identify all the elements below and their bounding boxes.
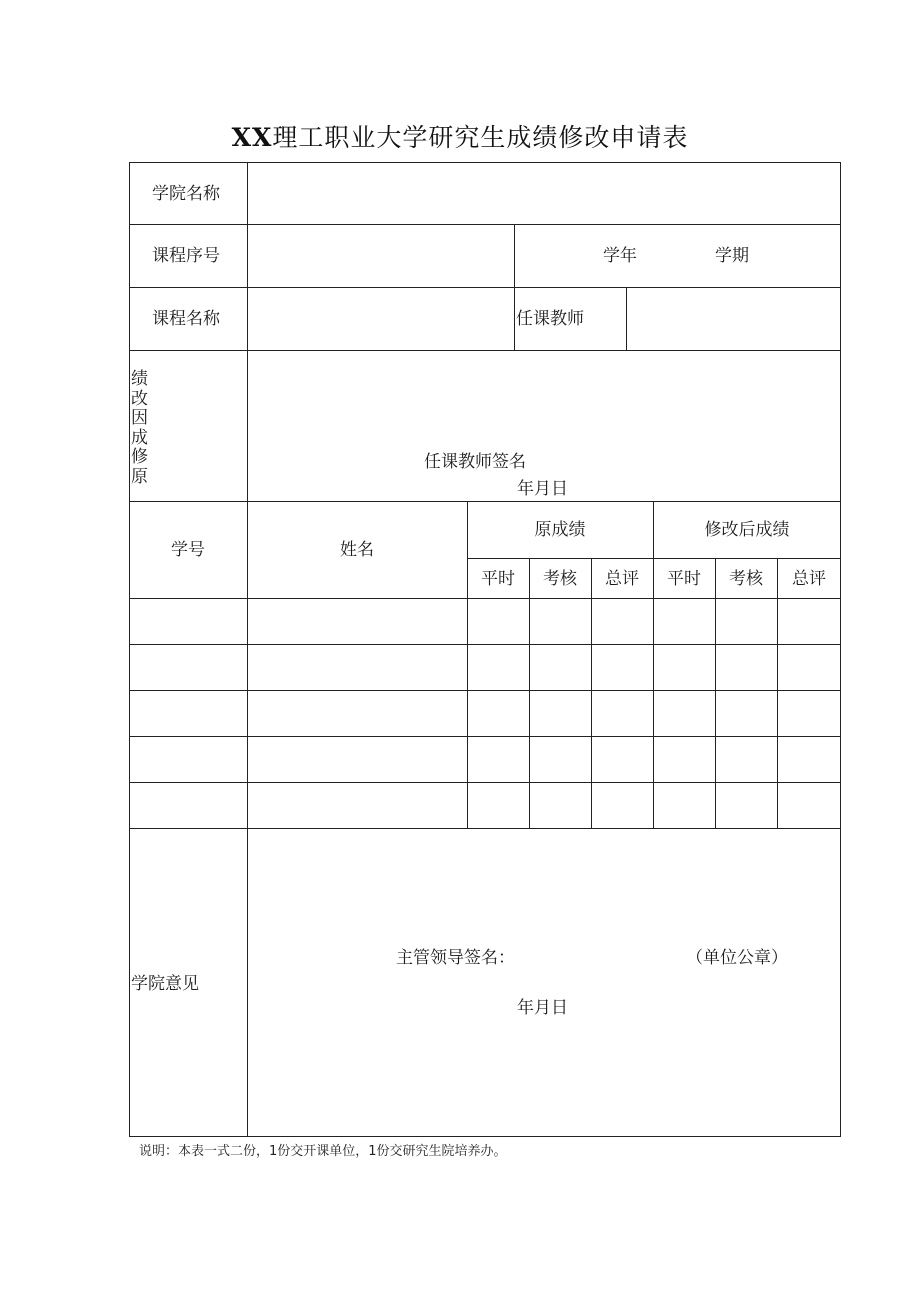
modification-reason-label: 绩改因成修原 [131, 369, 148, 487]
college-name-label: 学院名称 [152, 184, 220, 204]
modified-exam-header: 考核 [729, 569, 763, 589]
course-number-field[interactable] [249, 226, 513, 286]
modified-score-header: 修改后成绩 [704, 520, 790, 540]
original-exam-header: 考核 [543, 569, 577, 589]
table-row[interactable] [130, 645, 840, 690]
college-opinion-label: 学院意见 [131, 974, 199, 994]
leader-signature-date: 年月日 [517, 998, 568, 1018]
original-total-header: 总评 [605, 569, 639, 589]
academic-year-label: 学年 [603, 246, 637, 266]
form-note: 说明：本表一式二份，1份交开课单位，1份交研究生院培养办。 [139, 1144, 507, 1159]
original-score-header: 原成绩 [534, 520, 586, 540]
table-row[interactable] [130, 599, 840, 644]
teacher-field[interactable] [628, 289, 839, 349]
student-id-header: 学号 [171, 540, 205, 560]
original-daily-header: 平时 [481, 569, 515, 589]
course-name-field[interactable] [249, 289, 513, 349]
table-row[interactable] [130, 783, 840, 828]
student-name-header: 姓名 [340, 540, 374, 560]
teacher-signature-date: 年月日 [517, 479, 568, 499]
leader-signature-label: 主管领导签名： [396, 948, 515, 968]
teacher-label: 任课教师 [516, 309, 584, 329]
table-row[interactable] [130, 691, 840, 736]
form-title-prefix: XX [231, 123, 273, 152]
college-name-field[interactable] [249, 164, 839, 223]
modified-daily-header: 平时 [667, 569, 701, 589]
form-title-text: 理工职业大学研究生成绩修改申请表 [272, 123, 689, 152]
course-number-label: 课程序号 [152, 246, 220, 266]
college-opinion-field[interactable] [249, 830, 839, 1135]
table-row[interactable] [130, 737, 840, 782]
modified-total-header: 总评 [792, 569, 826, 589]
modification-reason-field[interactable] [249, 352, 839, 500]
unit-seal-label: （单位公章） [686, 948, 788, 968]
teacher-signature-label: 任课教师签名 [424, 452, 526, 472]
semester-label: 学期 [715, 246, 749, 266]
course-name-label: 课程名称 [152, 309, 220, 329]
